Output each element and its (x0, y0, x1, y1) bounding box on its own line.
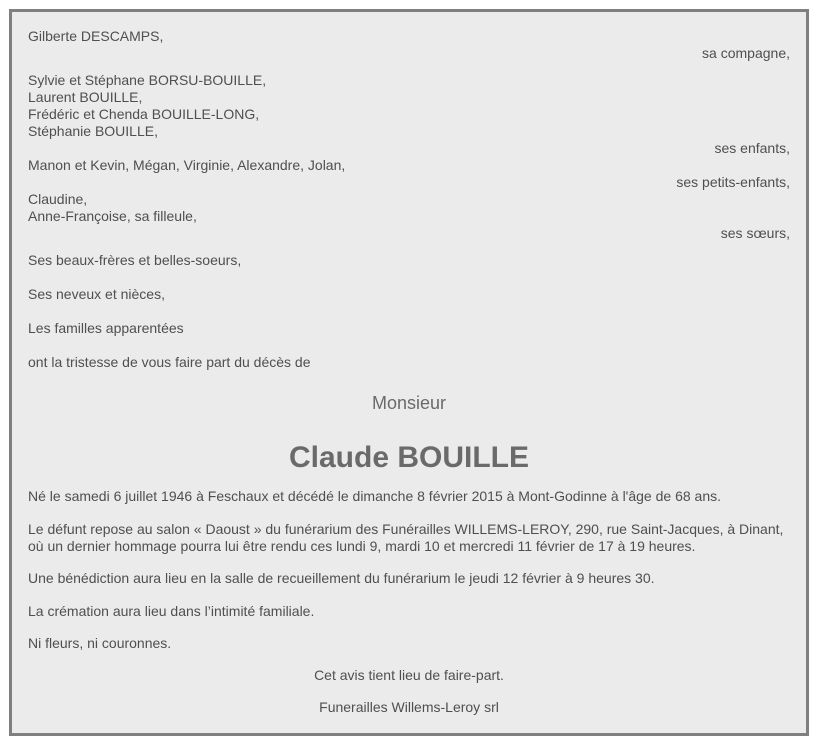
nephews-line: Ses neveux et nièces, (28, 286, 165, 302)
sister-name: Claudine, (28, 191, 88, 207)
spacer (28, 555, 790, 570)
deceased-name: Claude BOUILLE (288, 441, 529, 474)
spacer (28, 303, 790, 320)
spacer (28, 269, 790, 286)
spacer (28, 620, 790, 635)
in-laws-line: Ses beaux-frères et belles-soeurs, (28, 252, 242, 268)
spacer (28, 62, 790, 72)
obituary-frame (9, 9, 809, 736)
child-name: Laurent BOUILLE, (28, 89, 143, 105)
companion-name: Gilberte DESCAMPS, (28, 28, 164, 44)
spacer (28, 587, 790, 603)
spacer (28, 684, 790, 699)
spacer (28, 242, 790, 252)
children-role: ses enfants, (714, 140, 790, 156)
cremation-text: La crémation aura lieu dans l’intimité familiale. (28, 603, 315, 619)
notice-text: Cet avis tient lieu de faire-part. (314, 667, 504, 683)
spacer (28, 337, 790, 354)
deceased-title: Monsieur (371, 393, 447, 413)
relatives-line: Les familles apparentées (28, 320, 184, 336)
blessing-text: Une bénédiction aura lieu en la salle de recueillement du funérarium le jeudi 12 février à 9 heures 30. (28, 570, 655, 586)
obituary-content (28, 28, 790, 716)
sister-name: Anne-Françoise, sa filleule, (28, 208, 197, 224)
birth-death-text: Né le samedi 6 juillet 1946 à Feschaux et décédé le dimanche 8 février 2015 à Mont-Godinne à l'âge de 68 ans. (28, 488, 721, 504)
grandchildren-names: Manon et Kevin, Mégan, Virginie, Alexandre, Jolan, (28, 157, 346, 173)
child-name: Stéphanie BOUILLE, (28, 123, 158, 139)
sisters-role: ses sœurs, (720, 225, 790, 241)
flowers-text: Ni fleurs, ni couronnes. (28, 635, 172, 651)
spacer (28, 505, 790, 521)
spacer (28, 475, 790, 488)
child-name: Sylvie et Stéphane BORSU-BOUILLE, (28, 72, 267, 88)
announcement-line: ont la tristesse de vous faire part du décès de (28, 354, 311, 370)
companion-role: sa compagne, (702, 45, 790, 61)
grandchildren-role: ses petits-enfants, (676, 174, 790, 190)
child-name: Frédéric et Chenda BOUILLE-LONG, (28, 106, 260, 122)
rest-text: Le défunt repose au salon « Daoust » du funérarium des Funérailles WILLEMS-LEROY, 290, rue Saint-Jacques, à Dinant, où un dernier hommage pourra lui être rendu ces lundi 9, mardi 10 et mercredi 11 février de 17 à 19 heures. (28, 521, 784, 554)
spacer (28, 652, 790, 667)
funeral-home-name: Funerailles Willems-Leroy srl (319, 699, 499, 715)
